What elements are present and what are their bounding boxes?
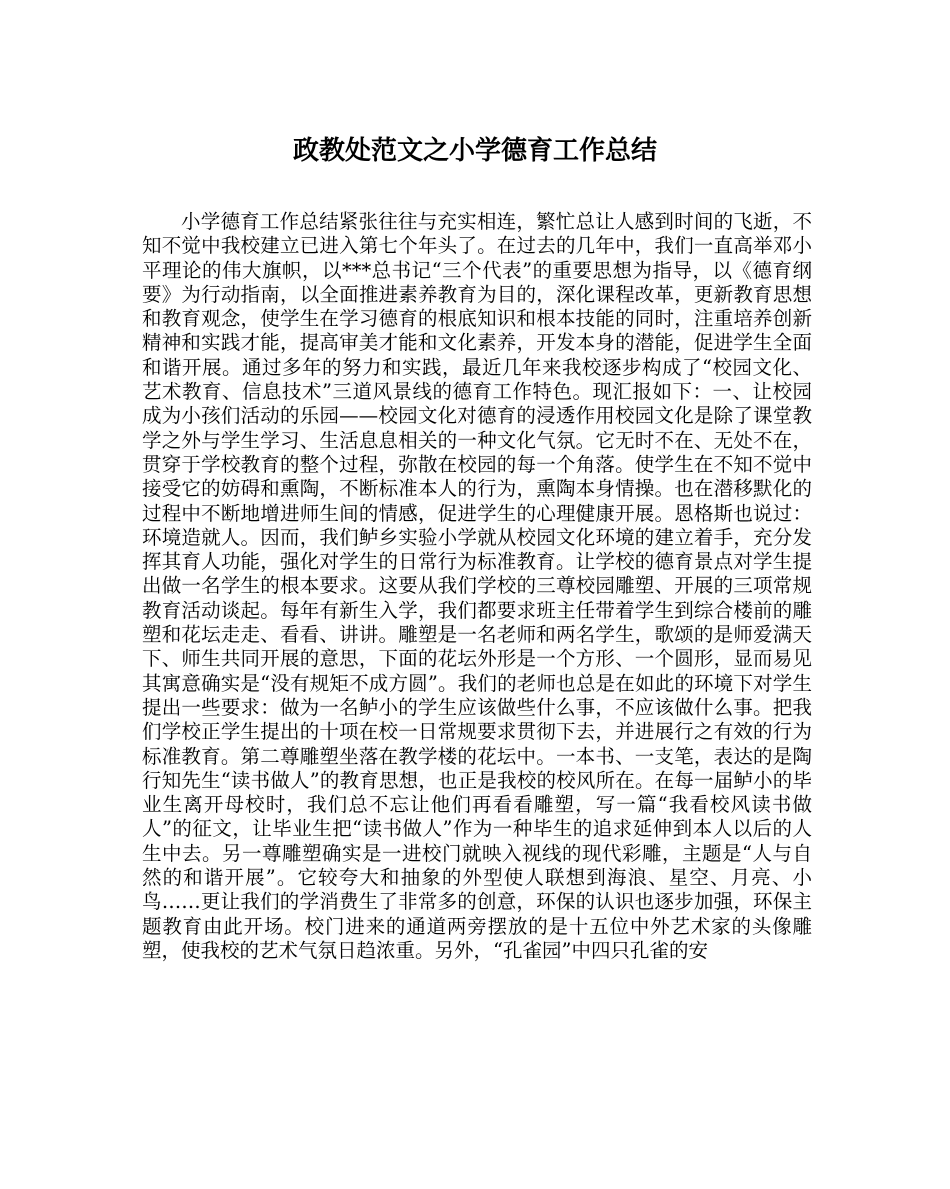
document-title: 政教处范文之小学德育工作总结 [292,136,657,166]
body-paragraph: 小学德育工作总结紧张往往与充实相连，繁忙总让人感到时间的飞逝，不知不觉中我校建立已进入第七个年头了。在过去的几年中，我们一直高举邓小平理论的伟大旗帜，以***总书记“三个代表”的重要思想为指导，以《德育纲要》为行动指南，以全面推进素养教育为目的，深化课程改革，更新教育思想和教育观念，使学生在学习德育的根底知识和根本技能的同时，注重培养创新精神和实践才能，提高审美才能和文化素养，开发本身的潜能，促进学生全面和谐开展。通过多年的努力和实践，最近几年来我校逐步构成了“校园文化、艺术教育、信息技术”三道风景线的德育工作特色。现汇报如下：一、让校园成为小孩们活动的乐园——校园文化对德育的浸透作用校园文化是除了课堂教学之外与学生学习、生活息息相关的一种文化气氛。它无时不在、无处不在，贯穿于学校教育的整个过程，弥散在校园的每一个角落。使学生在不知不觉中接受它的妨碍和熏陶，不断标准本人的行为，熏陶本身情操。也在潜移默化的过程中不断地增进师生间的情感，促进学生的心理健康开展。恩格斯也说过：环境造就人。因而，我们鲈乡实验小学就从校园文化环境的建立着手，充分发挥其育人功能，强化对学生的日常行为标准教育。让学校的德育景点对学生提出做一名学生的根本要求。这要从我们学校的三尊校园雕塑、开展的三项常规教育活动谈起。每年有新生入学，我们都要求班主任带着学生到综合楼前的雕塑和花坛走走、看看、讲讲。雕塑是一名老师和两名学生，歌颂的是师爱满天下、师生共同开展的意思，下面的花坛外形是一个方形、一个圆形，显而易见其寓意确实是“没有规矩不成方圆”。我们的老师也总是在如此的环境下对学生提出一些要求：做为一名鲈小的学生应该做些什么事，不应该做什么事。把我们学校正学生提出的十项在校一日常规要求贯彻下去，并进展行之有效的行为标准教育。第二尊雕塑坐落在教学楼的花坛中。一本书、一支笔，表达的是陶行知先生“读书做人”的教育思想，也正是我校的校风所在。在每一届鲈小的毕业生离开母校时，我们总不忘让他们再看看雕塑，写一篇“我看校风读书做人”的征文，让毕业生把“读书做人”作为一种毕生的追求延伸到本人以后的人生中去。另一尊雕塑确实是一进校门就映入视线的现代彩雕，主题是“人与自然的和谐开展”。它较夸大和抽象的外型使人联想到海浪、星空、月亮、小鸟……更让我们的学消费生了非常多的创意，环保的认识也逐步加强，环保主题教育由此开场。校门进来的通道两旁摆放的是十五位中外艺术家的头像雕塑，使我校的艺术气氛日趋浓重。另外，“孔雀园”中四只孔雀的安 [142,210,812,962]
